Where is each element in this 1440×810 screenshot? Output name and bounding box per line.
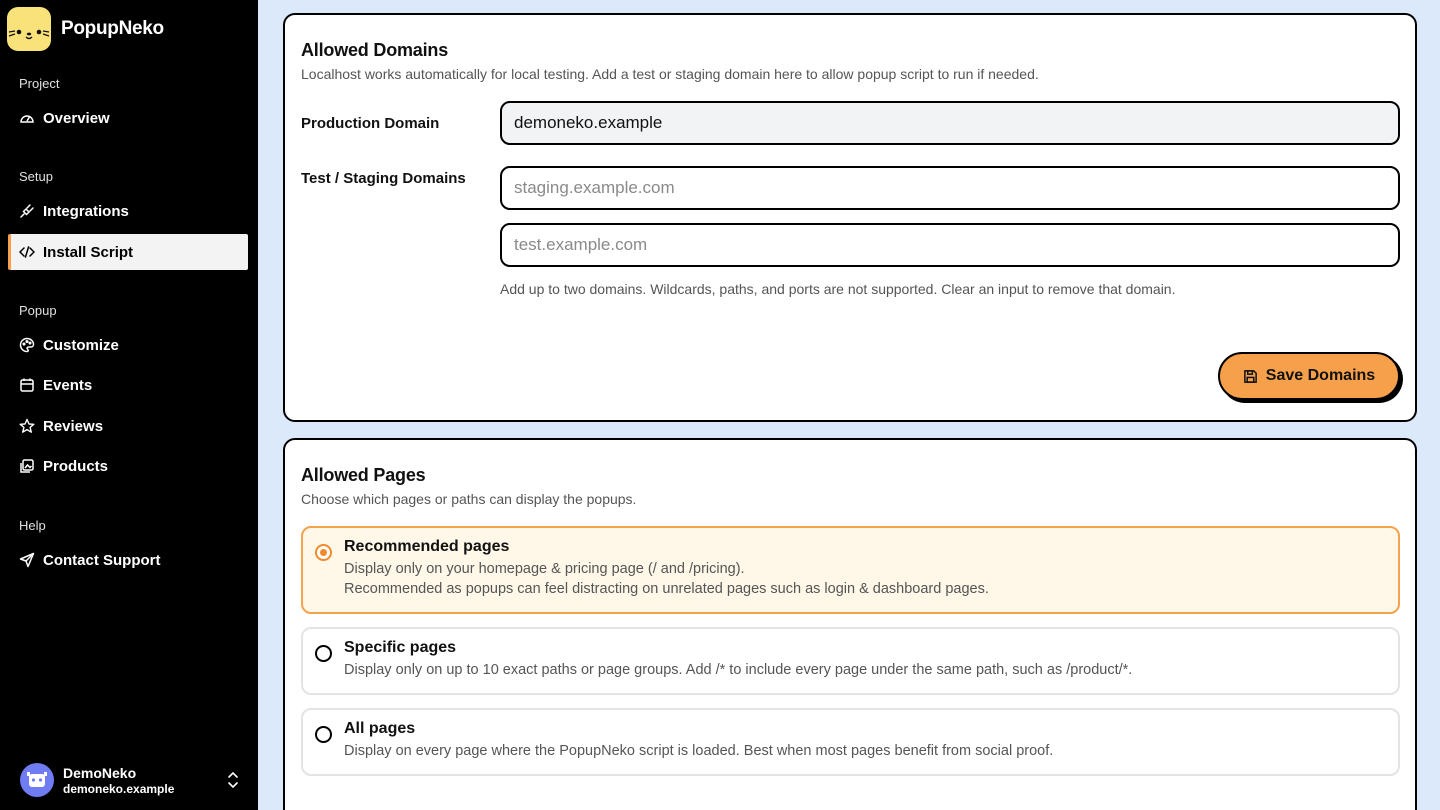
send-icon xyxy=(19,552,35,568)
cat-logo-icon xyxy=(7,7,51,51)
option-description: Display only on up to 10 exact paths or page groups. Add /* to include every page under the same path, such as /product/*. xyxy=(344,662,1133,678)
floppy-disk-icon xyxy=(1243,369,1258,384)
palette-icon xyxy=(19,337,35,353)
sidebar-item-label: Events xyxy=(43,376,93,394)
allowed-domains-description: Localhost works automatically for local testing. Add a test or staging domain here to allow popup script to run if needed. xyxy=(301,66,1039,82)
section-label-popup: Popup xyxy=(19,303,57,318)
allowed-pages-description: Choose which pages or paths can display the popups. xyxy=(301,491,637,507)
sidebar-item-label: Install Script xyxy=(43,243,134,261)
sidebar-item-integrations[interactable] xyxy=(8,193,248,229)
radio-recommended-pages[interactable] xyxy=(315,544,332,561)
sidebar-item-label: Customize xyxy=(43,336,119,354)
plug-icon xyxy=(19,203,35,219)
sidebar xyxy=(0,0,258,810)
code-icon xyxy=(19,244,35,260)
sidebar-item-label: Integrations xyxy=(43,202,129,220)
sidebar-item-label: Contact Support xyxy=(43,551,161,569)
avatar xyxy=(20,763,54,797)
allowed-pages-card xyxy=(283,438,1417,810)
sidebar-item-contact-support[interactable] xyxy=(8,542,248,578)
radio-all-pages[interactable] xyxy=(315,726,332,743)
allowed-domains-card xyxy=(283,13,1417,422)
user-name: DemoNeko xyxy=(63,764,137,781)
sidebar-item-install-script[interactable] xyxy=(8,234,248,270)
option-all-pages[interactable] xyxy=(301,708,1400,776)
option-title: All pages xyxy=(344,720,416,737)
user-email: demoneko.example xyxy=(63,781,175,796)
option-title: Recommended pages xyxy=(344,538,510,555)
sidebar-item-events[interactable] xyxy=(8,367,248,403)
test-domain-input[interactable] xyxy=(500,223,1400,267)
domains-hint: Add up to two domains. Wildcards, paths, and ports are not supported. Clear an input to remove that domain. xyxy=(500,281,1176,297)
sidebar-item-label: Reviews xyxy=(43,417,104,435)
production-domain-label: Production Domain xyxy=(301,115,440,132)
user-info xyxy=(63,765,174,796)
option-title: Specific pages xyxy=(344,639,457,656)
calendar-icon xyxy=(19,377,35,393)
allowed-pages-title: Allowed Pages xyxy=(301,465,426,485)
brand-name: PopupNeko xyxy=(61,18,164,39)
test-staging-domains-label: Test / Staging Domains xyxy=(301,170,466,187)
section-label-help: Help xyxy=(19,518,46,533)
option-description: Display only on your homepage & pricing page (/ and /pricing). xyxy=(344,561,745,577)
production-domain-input[interactable] xyxy=(500,101,1400,145)
section-label-project: Project xyxy=(19,76,60,91)
allowed-domains-title: Allowed Domains xyxy=(301,40,449,60)
user-menu[interactable] xyxy=(20,763,240,797)
gauge-icon xyxy=(19,110,35,126)
option-description: Display on every page where the PopupNeko script is loaded. Best when most pages benefit from social proof. xyxy=(344,743,1054,759)
save-domains-label: Save Domains xyxy=(1265,367,1376,384)
brand[interactable] xyxy=(7,7,164,51)
staging-domain-input[interactable] xyxy=(500,166,1400,210)
option-description: Recommended as popups can feel distracting on unrelated pages such as login & dashboard pages. xyxy=(344,581,989,597)
radio-specific-pages[interactable] xyxy=(315,645,332,662)
sidebar-item-reviews[interactable] xyxy=(8,408,248,444)
option-recommended-pages[interactable] xyxy=(301,526,1400,614)
section-label-setup: Setup xyxy=(19,169,53,184)
images-icon xyxy=(19,458,35,474)
save-domains-button[interactable] xyxy=(1218,352,1400,400)
sidebar-item-products[interactable] xyxy=(8,448,248,484)
sidebar-item-label: Products xyxy=(43,457,109,475)
sidebar-item-label: Overview xyxy=(43,109,110,127)
chevron-up-down-icon[interactable] xyxy=(226,771,240,789)
star-icon xyxy=(19,418,35,434)
sidebar-item-overview[interactable] xyxy=(8,100,248,136)
sidebar-item-customize[interactable] xyxy=(8,327,248,363)
option-specific-pages[interactable] xyxy=(301,627,1400,695)
